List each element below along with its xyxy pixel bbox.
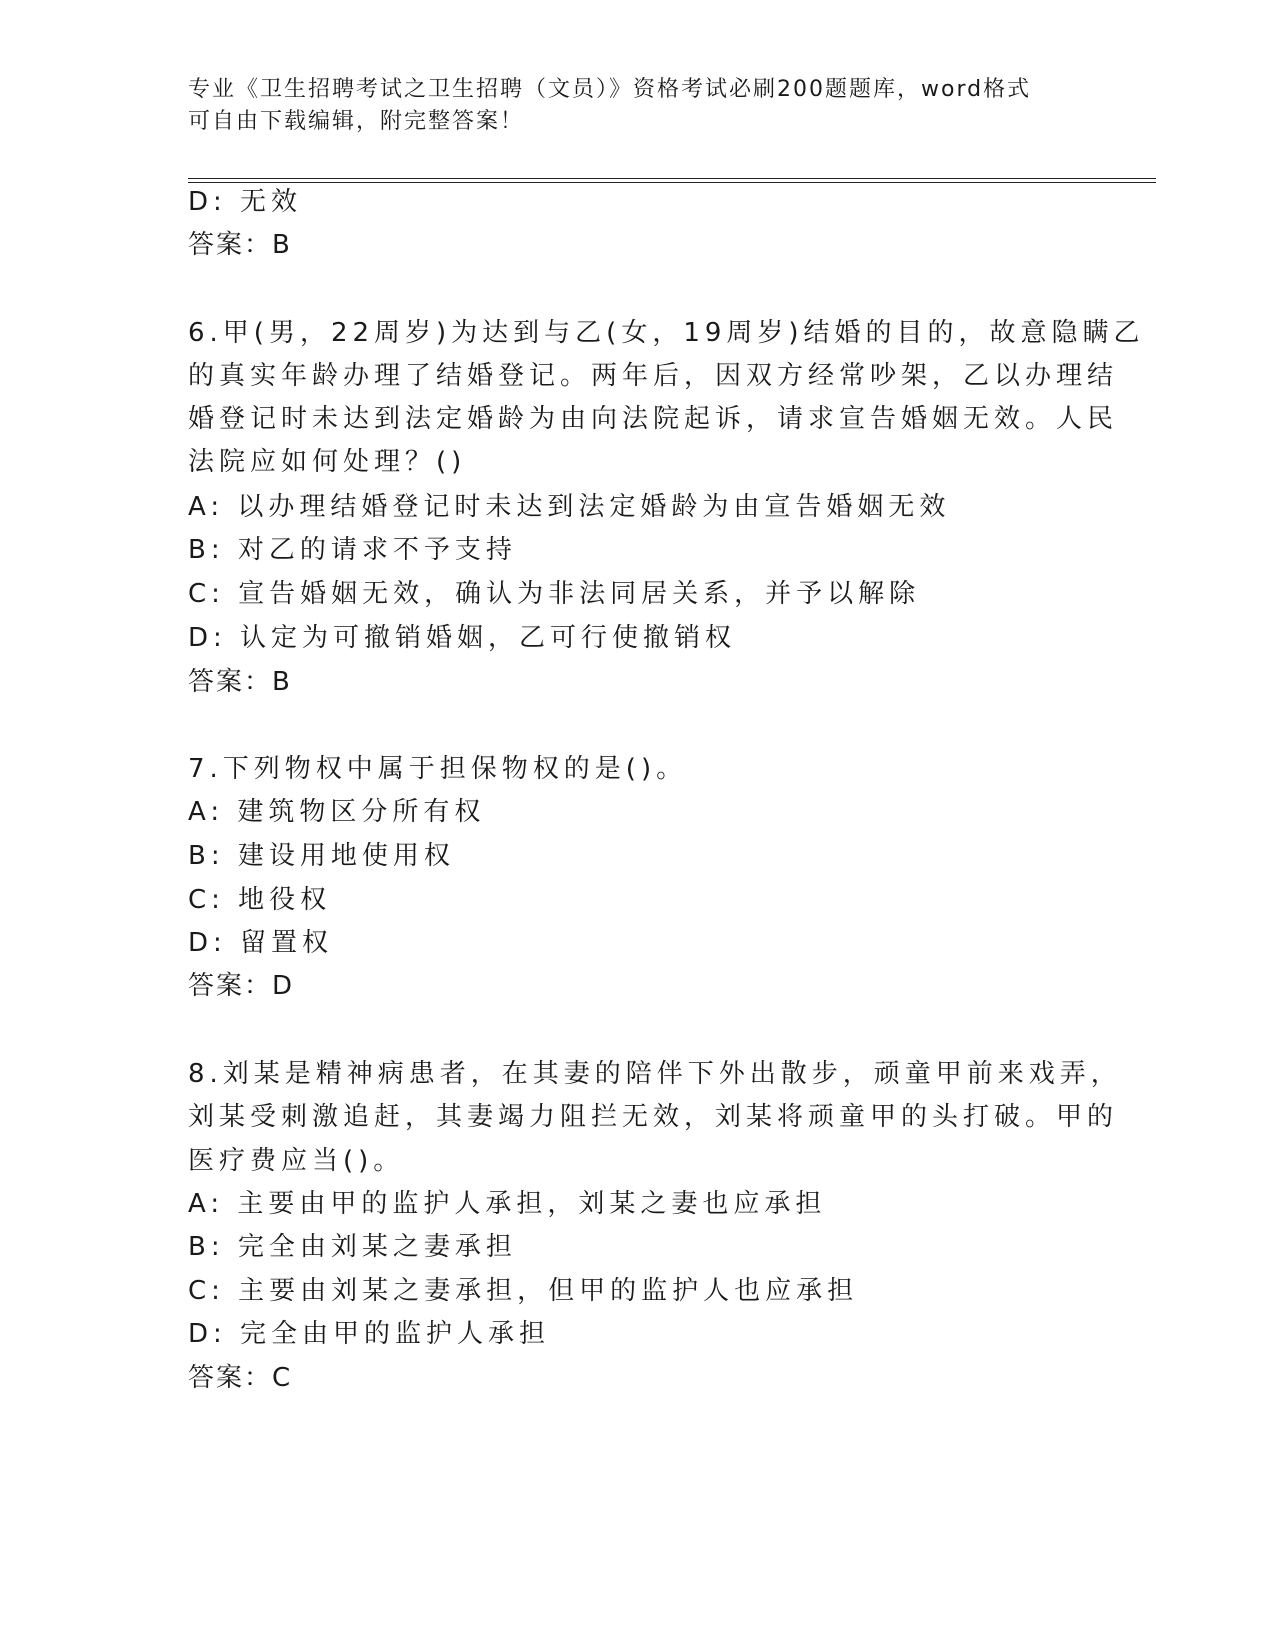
header-rule-top [188, 178, 1156, 179]
header-rule-bottom [188, 182, 1156, 183]
q8-stem-line-3: 医疗费应当()。 [188, 1146, 405, 1176]
header-line-1: 专业《卫生招聘考试之卫生招聘（文员）》资格考试必刷200题题库，word格式 [188, 77, 1032, 102]
q7-option-d: D: 留置权 [188, 928, 334, 958]
q8-option-a: A: 主要由甲的监护人承担，刘某之妻也应承担 [188, 1189, 827, 1219]
q6-stem-line-1: 6.甲(男，22周岁)为达到与乙(女，19周岁)结婚的目的，故意隐瞒乙 [188, 318, 1145, 348]
q8-stem-line-2: 刘某受刺激追赶，其妻竭力阻拦无效，刘某将顽童甲的头打破。甲的 [188, 1102, 1119, 1132]
q8-option-d: D: 完全由甲的监护人承担 [188, 1319, 551, 1349]
q8-stem-line-1: 8.刘某是精神病患者，在其妻的陪伴下外出散步，顽童甲前来戏弄， [188, 1059, 1122, 1089]
q6-option-b: B: 对乙的请求不予支持 [188, 535, 517, 565]
document-header [188, 74, 1088, 138]
q5-option-d: D: 无效 [188, 187, 303, 217]
q7-answer: 答案：D [188, 971, 295, 1001]
q7-option-a: A: 建筑物区分所有权 [188, 797, 486, 827]
q6-option-d: D: 认定为可撤销婚姻，乙可行使撤销权 [188, 623, 737, 653]
q6-answer: 答案：B [188, 667, 292, 697]
q6-option-c: C: 宣告婚姻无效，确认为非法同居关系，并予以解除 [188, 579, 921, 609]
q7-option-c: C: 地役权 [188, 885, 332, 915]
q7-stem-line-1: 7.下列物权中属于担保物权的是()。 [188, 754, 688, 784]
header-line-2: 可自由下载编辑，附完整答案！ [188, 109, 525, 134]
q6-stem-line-2: 的真实年龄办理了结婚登记。两年后，因双方经常吵架，乙以办理结 [188, 361, 1119, 391]
q7-option-b: B: 建设用地使用权 [188, 841, 455, 871]
q6-option-a: A: 以办理结婚登记时未达到法定婚龄为由宣告婚姻无效 [188, 492, 951, 522]
q5-answer: 答案：B [188, 230, 292, 260]
q8-option-c: C: 主要由刘某之妻承担，但甲的监护人也应承担 [188, 1276, 859, 1306]
q8-answer: 答案：C [188, 1363, 293, 1393]
q8-option-b: B: 完全由刘某之妻承担 [188, 1232, 517, 1262]
q6-stem-line-3: 婚登记时未达到法定婚龄为由向法院起诉，请求宣告婚姻无效。人民 [188, 404, 1119, 434]
q6-stem-line-4: 法院应如何处理？() [188, 447, 467, 477]
